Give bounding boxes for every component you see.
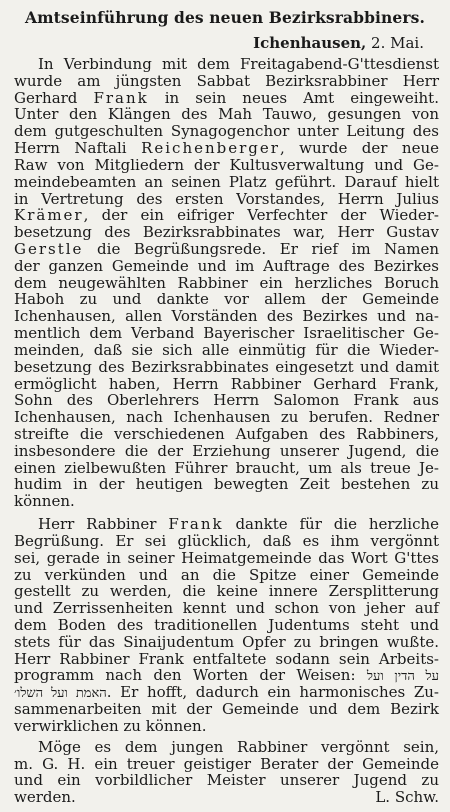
- text-span: programm nach den Worten der Weisen:: [14, 666, 356, 685]
- text-span: Herr Rabbiner: [38, 515, 157, 534]
- text-line: sei, gerade in seiner Heimatgemeinde das Wort G'ttes: [14, 548, 439, 567]
- text-line: Ichenhausen, allen Vorständen des Bezirkes und na-: [14, 307, 439, 326]
- name-gerstle: Gerstle: [14, 240, 84, 258]
- text-line: Herr Rabbiner Frank entfaltete sodann sein Arbeits-: [14, 649, 439, 668]
- hebrew-quote: על הדין ועל: [366, 669, 439, 685]
- text-line: [14, 241, 439, 258]
- text-line: sammenarbeiten mit der Gemeinde und dem Bezirk: [14, 700, 439, 719]
- text-line: Sohn des Oberlehrers Herrn Salomon Frank aus: [14, 391, 439, 410]
- text-line: Begrüßung. Er sei glücklich, daß es ihm vergönnt: [14, 531, 439, 550]
- dateline-date: 2. Mai.: [371, 34, 424, 52]
- text-line: Ichenhausen, nach Ichenhausen zu berufen. Redner: [14, 408, 439, 427]
- text-span: , der ein eifriger Verfechter der Wieder-: [83, 206, 439, 225]
- text-line: streifte die verschiedenen Aufgaben des Rabbiners,: [14, 425, 439, 443]
- text-line: besetzung des Bezirksrabbinates war, Herr Gustav: [14, 223, 439, 242]
- name-reichenberger: Reichenberger: [141, 139, 280, 158]
- text-line: dem gutgeschulten Synagogenchor unter Leitung des: [14, 122, 439, 141]
- text-span: , wurde der neue: [279, 139, 439, 158]
- text-line: Unter den Klängen des Mah Tauwo, gesungen von: [14, 105, 439, 124]
- text-line: [14, 667, 439, 684]
- text-line: [14, 789, 439, 806]
- text-line: einen zielbewußten Führer braucht, um als treue Je-: [14, 458, 439, 477]
- article-headline: Amtseinführung des neuen Bezirksrabbiners.: [25, 8, 425, 27]
- dateline-place: Ichenhausen,: [253, 34, 367, 52]
- text-span: dankte für die herzliche: [235, 515, 440, 534]
- text-line: In Verbindung mit dem Freitagabend-G'ttesdienst: [38, 55, 439, 73]
- text-span: die Begrüßungsrede. Er rief im Namen: [97, 240, 439, 258]
- text-line: und ein vorbildlicher Meister unserer Jugend zu: [14, 771, 439, 790]
- text-line: Haboh zu und dankte vor allem der Gemeinde: [14, 290, 439, 309]
- text-span: in sein neues Amt eingeweiht.: [164, 88, 439, 107]
- name-kraemer: Krämer: [14, 206, 84, 225]
- text-line: meindebeamten an seinen Platz geführt. Darauf hielt: [14, 172, 439, 191]
- text-line: Raw von Mitgliedern der Kultusverwaltung und Ge-: [14, 155, 439, 174]
- text-line: der ganzen Gemeinde und im Auftrage des Bezirkes: [14, 256, 439, 275]
- text-line: [14, 140, 439, 157]
- text-line: in Vertretung des ersten Vorstandes, Herrn Julius: [14, 189, 439, 208]
- text-line: mentlich dem Verband Bayerischer Israelitischer Ge-: [14, 324, 439, 343]
- text-line: können.: [14, 492, 75, 511]
- text-line: m. G. H. ein treuer geistiger Berater der Gemeinde: [14, 754, 439, 773]
- text-span: werden.: [14, 788, 76, 807]
- text-line: [14, 90, 439, 107]
- text-line: hudim in der heutigen bewegten Zeit bestehen zu: [14, 475, 439, 494]
- text-line: ermöglicht haben, Herrn Rabbiner Gerhard Frank,: [14, 374, 439, 393]
- text-span: . Er hofft, dadurch ein harmonisches Zu-: [106, 683, 439, 702]
- text-line: Möge es dem jungen Rabbiner vergönnt sein,: [38, 737, 439, 756]
- text-line: [38, 516, 439, 533]
- hebrew-quote: האמת ועל השלו׳: [14, 686, 107, 702]
- text-line: insbesondere die der Erziehung unserer Jugend, die: [14, 441, 439, 460]
- text-line: gestellt zu werden, die keine innere Zersplitterung: [14, 582, 439, 601]
- text-span: Herrn Naftali: [14, 139, 127, 158]
- name-frank: Frank: [168, 515, 224, 534]
- name-frank: Frank: [93, 88, 149, 107]
- text-line: meinden, daß sie sich alle einmütig für die Wieder-: [14, 340, 439, 359]
- author-signature: L. Schw.: [375, 788, 439, 807]
- text-line: besetzung des Bezirksrabbinates eingesetzt und damit: [14, 357, 439, 376]
- text-line: [14, 207, 439, 224]
- text-line: wurde am jüngsten Sabbat Bezirksrabbiner Herr: [14, 71, 439, 90]
- text-line: dem neugewählten Rabbiner ein herzliches Boruch: [14, 273, 439, 292]
- text-line: [14, 684, 439, 701]
- text-line: und Zerrissenheiten kennt und schon von jeher auf: [14, 599, 439, 618]
- dateline: [253, 34, 424, 52]
- text-line: zu verkünden und an die Spitze einer Gemeinde: [14, 565, 439, 584]
- text-line: dem Boden des traditionellen Judentums steht und: [14, 616, 439, 634]
- text-line: stets für das Sinaijudentum Opfer zu bringen wußte.: [14, 632, 439, 651]
- text-line: verwirklichen zu können.: [14, 716, 207, 735]
- text-span: Gerhard: [14, 88, 78, 107]
